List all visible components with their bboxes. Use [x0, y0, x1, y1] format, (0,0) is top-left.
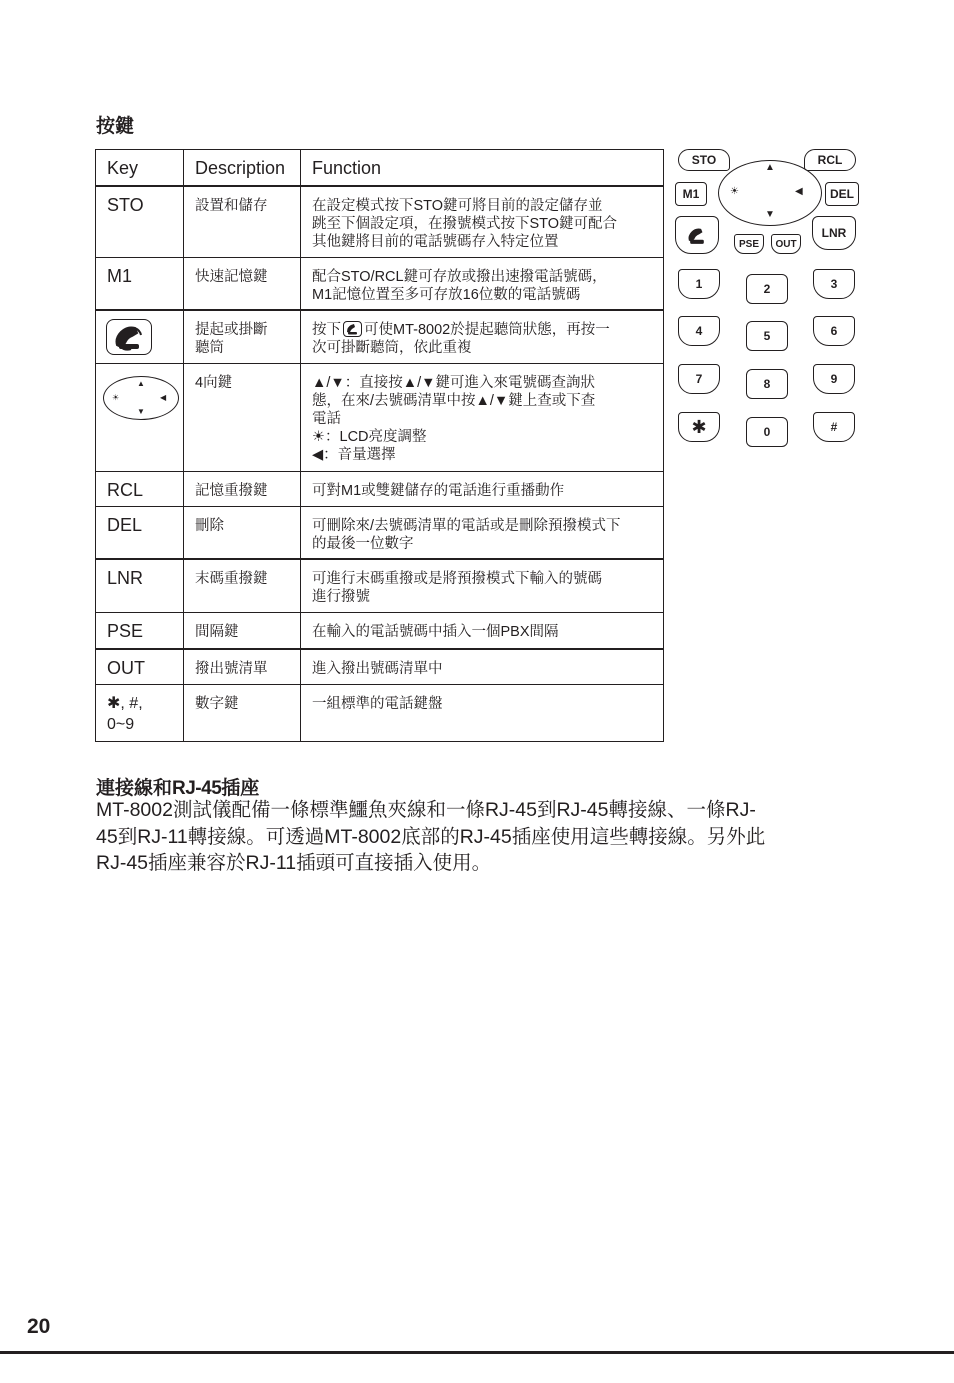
- function-line: 次可掛斷聽筒，依此重複: [312, 340, 472, 356]
- function-line: 可刪除來/去號碼清單的電話或是刪除預撥模式下: [312, 517, 621, 534]
- function-cell: 一組標準的電話鍵盤: [301, 684, 664, 741]
- function-line: 態，在來/去號碼清單中按▲/▼鍵上查或下查: [312, 392, 596, 409]
- table-row: [96, 559, 664, 612]
- key-line: 0~9: [107, 715, 135, 733]
- table-row: [96, 363, 664, 471]
- header-function: Function: [301, 150, 664, 187]
- key-hash: #: [813, 412, 855, 442]
- rj-title-part: 插座: [221, 778, 260, 799]
- key-cell: OUT: [96, 649, 184, 684]
- page-number: 20: [27, 1315, 51, 1338]
- function-cell: [301, 310, 664, 363]
- key-6: 6: [813, 316, 855, 346]
- table-row: [96, 471, 664, 506]
- rj-section-title: [96, 773, 259, 800]
- function-text: 可使MT-8002於提起聽筒狀態，再按一: [364, 322, 610, 338]
- function-cell: [301, 186, 664, 257]
- table-row: [96, 186, 664, 257]
- key-cell: M1: [96, 257, 184, 310]
- rj-section-body: [96, 797, 856, 877]
- function-line: 其他鍵將目前的電話號碼存入特定位置: [312, 234, 559, 250]
- out-key: OUT: [771, 234, 801, 254]
- function-cell: [301, 363, 664, 471]
- description-cell: 設置和儲存: [184, 186, 301, 257]
- key-cell: LNR: [96, 559, 184, 612]
- function-line: 可進行末碼重撥或是將預撥模式下輸入的號碼: [312, 571, 602, 587]
- function-line: 在設定模式按下STO鍵可將目前的設定儲存並: [312, 198, 603, 214]
- key-3: 3: [813, 269, 855, 299]
- key-8: 8: [746, 369, 788, 399]
- key-cell: DEL: [96, 506, 184, 559]
- header-description: Description: [184, 150, 301, 187]
- body-line: 45到RJ-11轉接線。可透過MT-8002底部的RJ-45插座使用這些轉接線。另外此: [96, 825, 766, 848]
- handset-icon: [106, 319, 152, 355]
- key-2: 2: [746, 274, 788, 304]
- table-header-row: [96, 150, 664, 187]
- m1-key: M1: [675, 182, 707, 206]
- handset-icon: [343, 321, 362, 337]
- key-table: [95, 149, 664, 742]
- up-arrow-icon: ▲: [137, 378, 145, 388]
- description-line: 提起或掛斷: [195, 322, 268, 338]
- section-title: 按鍵: [96, 116, 135, 137]
- table-row: [96, 649, 664, 684]
- description-cell: 刪除: [184, 506, 301, 559]
- rj-title-part: 連接線和: [96, 778, 173, 799]
- footer-rule: [0, 1351, 954, 1354]
- description-cell: 數字鍵: [184, 684, 301, 741]
- description-cell: 末碼重撥鍵: [184, 559, 301, 612]
- function-cell: 進入撥出號碼清單中: [301, 649, 664, 684]
- key-star: ✱: [678, 412, 720, 442]
- body-line: MT-8002測試儀配備一條標準鱷魚夾線和一條RJ-45到RJ-45轉接線、一條RJ-: [96, 799, 756, 821]
- handset-icon: [682, 222, 712, 248]
- pse-key: PSE: [734, 234, 764, 254]
- sto-key: STO: [678, 149, 730, 171]
- key-0: 0: [746, 417, 788, 447]
- function-line: M1記憶位置至多可存放16位數的電話號碼: [312, 286, 581, 303]
- table-row: [96, 506, 664, 559]
- volume-icon: ◀: [795, 186, 803, 197]
- function-line: 進行撥號: [312, 589, 370, 605]
- function-cell: 可對M1或雙鍵儲存的電話進行重播動作: [301, 471, 664, 506]
- brightness-icon: ☀: [112, 392, 120, 402]
- function-line: ◀：音量選擇: [312, 446, 396, 463]
- volume-icon: ◀: [160, 392, 167, 402]
- function-text: 按下: [312, 322, 341, 338]
- down-arrow-icon: ▼: [137, 406, 145, 416]
- description-cell: 記憶重撥鍵: [184, 471, 301, 506]
- header-key: Key: [96, 150, 184, 187]
- key-cell: [96, 363, 184, 471]
- key-cell: RCL: [96, 471, 184, 506]
- body-line: RJ-45插座兼容於RJ-11插頭可直接插入使用。: [96, 852, 492, 874]
- function-line: 電話: [312, 410, 341, 427]
- function-line: ☀：LCD亮度調整: [312, 428, 427, 445]
- description-cell: [184, 310, 301, 363]
- key-4: 4: [678, 316, 720, 346]
- keypad-diagram: [670, 140, 870, 460]
- description-line: 聽筒: [195, 340, 224, 356]
- function-line: 配合STO/RCL鍵可存放或撥出速撥電話號碼，: [312, 268, 607, 285]
- function-cell: [301, 506, 664, 559]
- handset-key: [675, 216, 719, 254]
- function-cell: [301, 257, 664, 310]
- description-cell: 間隔鍵: [184, 612, 301, 649]
- del-key: DEL: [825, 182, 859, 206]
- function-line: 跳至下個設定項，在撥號模式按下STO鍵可配合: [312, 216, 618, 232]
- function-cell: [301, 559, 664, 612]
- brightness-icon: ☀: [730, 186, 739, 197]
- table-row: [96, 612, 664, 649]
- function-line: ▲/▼：直接按▲/▼鍵可進入來電號碼查詢狀: [312, 374, 595, 391]
- description-cell: 4向鍵: [184, 363, 301, 471]
- table-row: [96, 257, 664, 310]
- key-line: ✱, #,: [107, 694, 143, 712]
- description-cell: 撥出號清單: [184, 649, 301, 684]
- rj-title-part: RJ-45: [172, 778, 222, 799]
- down-arrow-icon: ▼: [765, 209, 775, 220]
- up-arrow-icon: ▲: [765, 162, 775, 173]
- key-cell: [96, 310, 184, 363]
- key-cell: STO: [96, 186, 184, 257]
- key-1: 1: [678, 269, 720, 299]
- description-cell: 快速記憶鍵: [184, 257, 301, 310]
- rcl-key: RCL: [804, 149, 856, 171]
- navigation-pad: [718, 160, 822, 226]
- key-cell: PSE: [96, 612, 184, 649]
- key-cell: [96, 684, 184, 741]
- key-9: 9: [813, 364, 855, 394]
- function-cell: 在輸入的電話號碼中插入一個PBX間隔: [301, 612, 664, 649]
- lnr-key: LNR: [812, 216, 856, 250]
- key-5: 5: [746, 321, 788, 351]
- function-line: 的最後一位數字: [312, 535, 414, 552]
- key-7: 7: [678, 364, 720, 394]
- table-row: [96, 310, 664, 363]
- table-row: [96, 684, 664, 741]
- four-way-pad-icon: [103, 376, 179, 420]
